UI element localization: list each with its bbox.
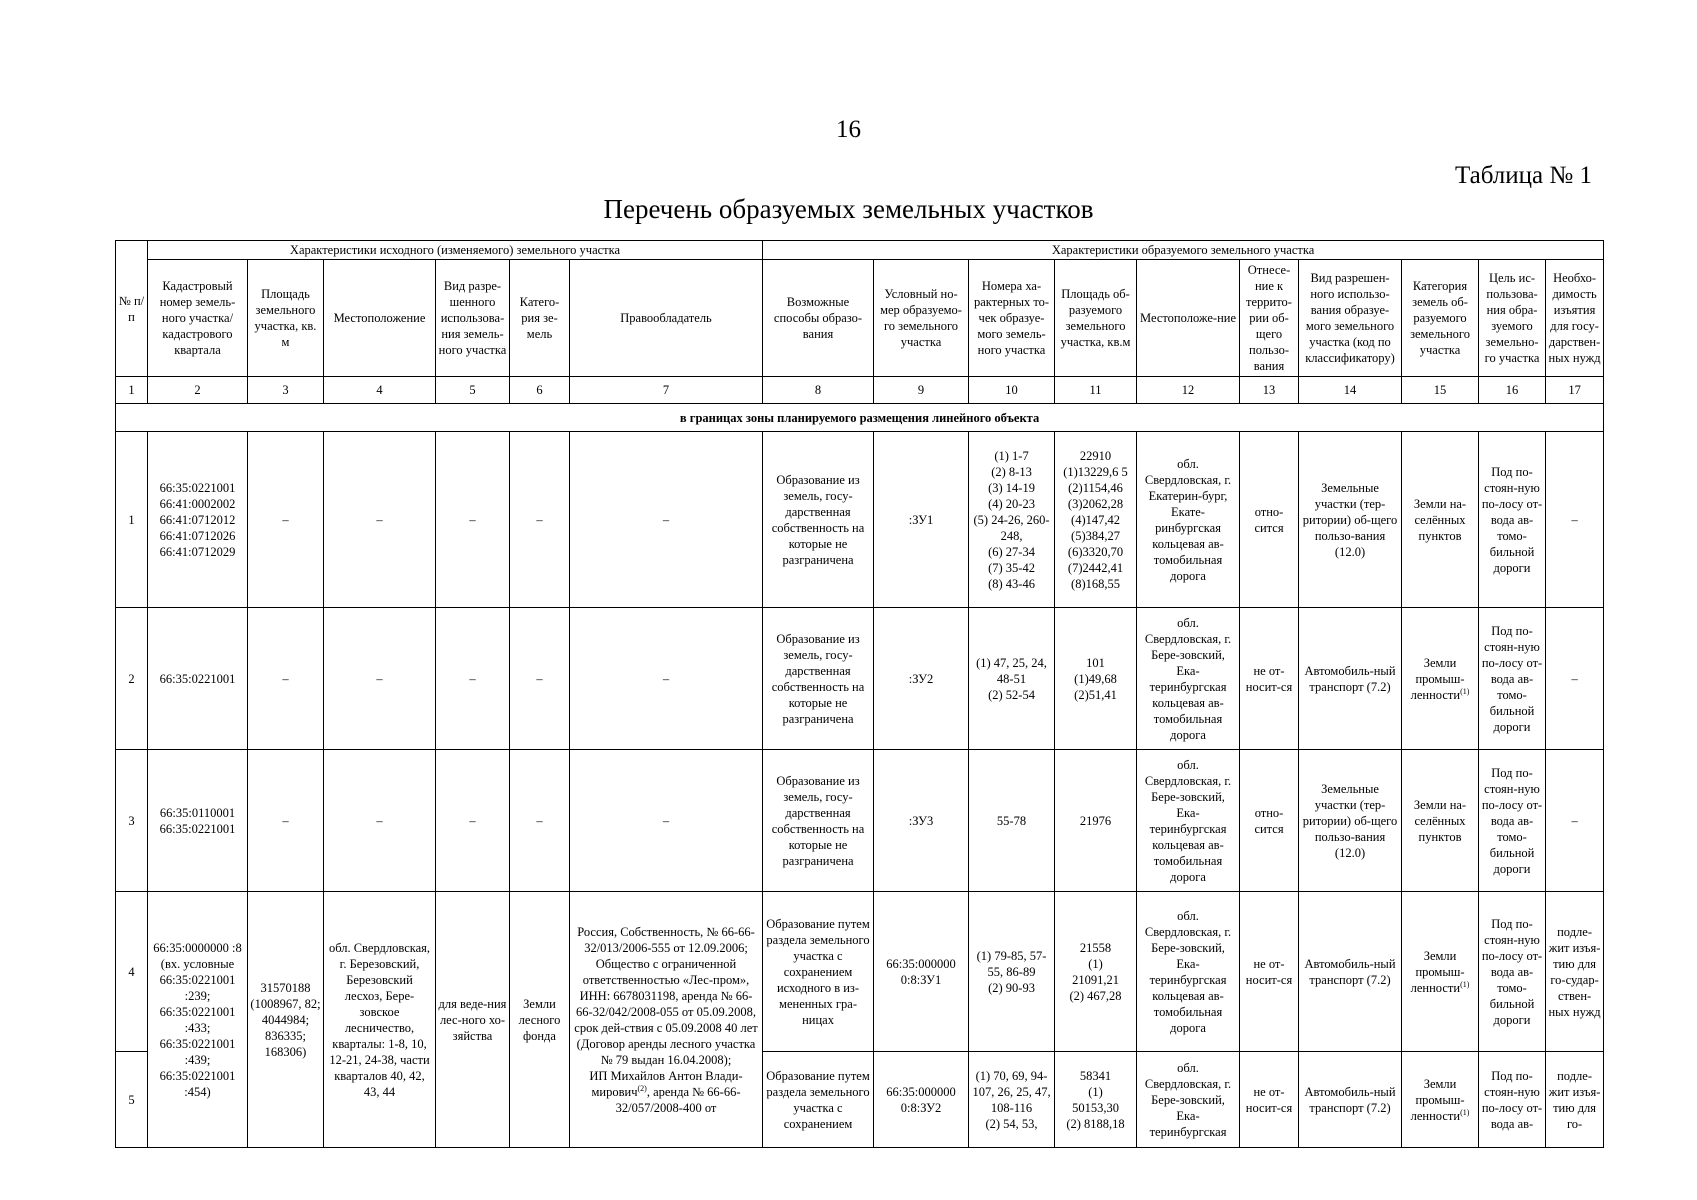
seizure: – [1546, 432, 1604, 608]
col-number: 2 [148, 377, 248, 404]
public-use: отно-сится [1240, 432, 1299, 608]
points: (1) 1-7 (2) 8-13 (3) 14-19 (4) 20-23 (5) 24-26, 260-248, (6) 27-34 (7) 35-42 (8) 43-46 [969, 432, 1055, 608]
new-area: 21558 (1) 21091,21 (2) 467,28 [1055, 892, 1137, 1052]
header-col-5: Вид разре-шенного использова-ния земель-ного участка [436, 260, 510, 377]
header-group-source: Характеристики исходного (изменяемого) земельного участка [148, 241, 763, 260]
header-col-9: Условный но-мер образуемо-го земельного участка [874, 260, 969, 377]
permitted-use: – [436, 432, 510, 608]
purpose: Под по-стоян-ную по-лосу от-вода ав-томо-бильной дороги [1479, 608, 1546, 750]
area: – [248, 432, 324, 608]
new-location: обл. Свердловская, г. Бере-зовский, Ека-теринбургская [1137, 1052, 1240, 1148]
location: – [324, 432, 436, 608]
owner [570, 892, 763, 1148]
new-land-category-text: Земли промыш-ленности [1410, 1076, 1465, 1123]
col-number: 8 [763, 377, 874, 404]
header-group-row [116, 241, 1604, 260]
footnote-ref: (1) [1460, 1107, 1470, 1117]
location: обл. Свердловская, г. Березовский, Березовский лесхоз, Бере-зовское лесничество, кварталы: 1-8, 10, 12-21, 24-38, части кварталов 40, 42, 43, 44 [324, 892, 436, 1148]
header-col-4: Местоположение [324, 260, 436, 377]
footnote-ref: (1) [1460, 686, 1470, 696]
new-location: обл. Свердловская, г. Екатерин-бург, Екате-ринбургская кольцевая ав-томобильная дорога [1137, 432, 1240, 608]
points: (1) 79-85, 57-55, 86-89 (2) 90-93 [969, 892, 1055, 1052]
area: – [248, 750, 324, 892]
page-number: 16 [836, 116, 861, 143]
header-col-3: Площадь земельного участка, кв. м [248, 260, 324, 377]
conditional-number: :ЗУ1 [874, 432, 969, 608]
footnote-ref: (2) [637, 1083, 647, 1093]
new-permitted-use: Земельные участки (тер-ритории) об-щего пользо-вания (12.0) [1299, 750, 1402, 892]
column-numbers-row [116, 377, 1604, 404]
col-number: 5 [436, 377, 510, 404]
col-number: 3 [248, 377, 324, 404]
col-number: 1 [116, 377, 148, 404]
land-category: Земли лесного фонда [510, 892, 570, 1148]
row-number: 2 [116, 608, 148, 750]
new-land-category [1402, 892, 1479, 1052]
owner: – [570, 608, 763, 750]
purpose: Под по-стоян-ную по-лосу от-вода ав-томо-бильной дороги [1479, 892, 1546, 1052]
footnote-ref: (1) [1460, 979, 1470, 989]
owner: – [570, 750, 763, 892]
header-columns-row [116, 260, 1604, 377]
cadastral-number: 66:35:0221001 66:41:0002002 66:41:0712012 66:41:0712026 66:41:0712029 [148, 432, 248, 608]
formation-method: Образование из земель, госу-дарственная собственность на которые не разграничена [763, 750, 874, 892]
new-location: обл. Свердловская, г. Бере-зовский, Ека-теринбургская кольцевая ав-томобильная дорога [1137, 892, 1240, 1052]
section-row [116, 404, 1604, 432]
col-number: 6 [510, 377, 570, 404]
conditional-number: :ЗУ2 [874, 608, 969, 750]
new-land-category [1402, 608, 1479, 750]
new-land-category: Земли на-селённых пунктов [1402, 750, 1479, 892]
header-col-6: Катего-рия зе-мель [510, 260, 570, 377]
row-number: 3 [116, 750, 148, 892]
col-number: 16 [1479, 377, 1546, 404]
new-land-category: Земли на-селённых пунктов [1402, 432, 1479, 608]
new-permitted-use: Автомобиль-ный транспорт (7.2) [1299, 608, 1402, 750]
col-number: 15 [1402, 377, 1479, 404]
points: (1) 47, 25, 24, 48-51 (2) 52-54 [969, 608, 1055, 750]
new-location: обл. Свердловская, г. Бере-зовский, Ека-теринбургская кольцевая ав-томобильная дорога [1137, 750, 1240, 892]
table-row [116, 608, 1604, 750]
row-number: 4 [116, 892, 148, 1052]
area: – [248, 608, 324, 750]
seizure: подле-жит изъя-тию для го- [1546, 1052, 1604, 1148]
seizure: – [1546, 750, 1604, 892]
new-permitted-use: Автомобиль-ный транспорт (7.2) [1299, 892, 1402, 1052]
seizure: подле-жит изъя-тию для го-судар-ствен-ных нужд [1546, 892, 1604, 1052]
header-col-12: Местоположе-ние [1137, 260, 1240, 377]
header-col-7: Правообладатель [570, 260, 763, 377]
new-area: 21976 [1055, 750, 1137, 892]
formation-method: Образование из земель, госу-дарственная собственность на которые не разграничена [763, 432, 874, 608]
points: (1) 70, 69, 94-107, 26, 25, 47, 108-116 (2) 54, 53, [969, 1052, 1055, 1148]
purpose: Под по-стоян-ную по-лосу от-вода ав- [1479, 1052, 1546, 1148]
table-row [116, 892, 1604, 1052]
formation-method: Образование путем раздела земельного участка с сохранением [763, 1052, 874, 1148]
conditional-number: 66:35:000000 0:8:ЗУ1 [874, 892, 969, 1052]
public-use: не от-носит-ся [1240, 892, 1299, 1052]
header-group-formed: Характеристики образуемого земельного участка [763, 241, 1604, 260]
col-number: 17 [1546, 377, 1604, 404]
header-col-8: Возможные способы образо-вания [763, 260, 874, 377]
permitted-use: для веде-ния лес-ного хо-зяйства [436, 892, 510, 1148]
points: 55-78 [969, 750, 1055, 892]
document-title: Перечень образуемых земельных участков [603, 194, 1094, 224]
table-row [116, 432, 1604, 608]
public-use: не от-носит-ся [1240, 1052, 1299, 1148]
public-use: не от-носит-ся [1240, 608, 1299, 750]
new-land-category-text: Земли промыш-ленности [1410, 948, 1465, 995]
header-num: № п/п [116, 241, 148, 377]
owner-text: Россия, Собственность, № 66-66-32/013/2006-555 от 12.09.2006; Общество с ограниченной ответственностью «Лес-пром», ИНН: 6678031198, аренда № 66-66-32/042/2008-055 от 05.09.2008, срок дей-ствия с 05.09.2008 40 лет (Договор аренды лесного участка № 79 выдан 16.04.2008); ИП Михайлов Антон Влади-мирович [574, 924, 758, 1099]
row-number: 1 [116, 432, 148, 608]
new-permitted-use: Автомобиль-ный транспорт (7.2) [1299, 1052, 1402, 1148]
new-area: 58341 (1) 50153,30 (2) 8188,18 [1055, 1052, 1137, 1148]
land-category: – [510, 750, 570, 892]
col-number: 14 [1299, 377, 1402, 404]
col-number: 7 [570, 377, 763, 404]
purpose: Под по-стоян-ную по-лосу от-вода ав-томо-бильной дороги [1479, 432, 1546, 608]
header-col-11: Площадь об-разуемого земельного участка, кв.м [1055, 260, 1137, 377]
col-number: 13 [1240, 377, 1299, 404]
new-land-category-text: Земли промыш-ленности [1410, 655, 1465, 702]
header-col-13: Отнесе-ние к террито-рии об-щего пользо-вания [1240, 260, 1299, 377]
land-plots-table [115, 240, 1604, 1148]
owner-text-cont: , аренда № 66-66-32/057/2008-400 от [615, 1084, 741, 1115]
header-col-16: Цель ис-пользова-ния обра-зуемого земельно-го участка [1479, 260, 1546, 377]
area: 31570188 (1008967, 82; 4044984; 836335; 168306) [248, 892, 324, 1148]
section-title: в границах зоны планируемого размещения линейного объекта [116, 404, 1604, 432]
cadastral-number: 66:35:0000000 :8 (вх. условные 66:35:0221001 :239; 66:35:0221001 :433; 66:35:0221001 :439; 66:35:0221001 :454) [148, 892, 248, 1148]
col-number: 11 [1055, 377, 1137, 404]
owner: – [570, 432, 763, 608]
permitted-use: – [436, 608, 510, 750]
row-number: 5 [116, 1052, 148, 1148]
header-col-14: Вид разрешен-ного использо-вания образуе-мого земельного участка (код по классификатору) [1299, 260, 1402, 377]
new-land-category [1402, 1052, 1479, 1148]
location: – [324, 750, 436, 892]
formation-method: Образование путем раздела земельного участка с сохранением исходного в из-мененных гра-ницах [763, 892, 874, 1052]
cadastral-number: 66:35:0110001 66:35:0221001 [148, 750, 248, 892]
new-permitted-use: Земельные участки (тер-ритории) об-щего пользо-вания (12.0) [1299, 432, 1402, 608]
formation-method: Образование из земель, госу-дарственная собственность на которые не разграничена [763, 608, 874, 750]
purpose: Под по-стоян-ную по-лосу от-вода ав-томо-бильной дороги [1479, 750, 1546, 892]
table-row [116, 750, 1604, 892]
new-area: 22910 (1)13229,6 5 (2)1154,46 (3)2062,28 (4)147,42 (5)384,27 (6)3320,70 (7)2442,41 (8)168,55 [1055, 432, 1137, 608]
new-area: 101 (1)49,68 (2)51,41 [1055, 608, 1137, 750]
conditional-number: :ЗУ3 [874, 750, 969, 892]
header-col-15: Категория земель об-разуемого земельного участка [1402, 260, 1479, 377]
header-col-2: Кадастровый номер земель-ного участка/ кадастрового квартала [148, 260, 248, 377]
land-category: – [510, 432, 570, 608]
seizure: – [1546, 608, 1604, 750]
new-location: обл. Свердловская, г. Бере-зовский, Ека-теринбургская кольцевая ав-томобильная дорога [1137, 608, 1240, 750]
land-category: – [510, 608, 570, 750]
permitted-use: – [436, 750, 510, 892]
location: – [324, 608, 436, 750]
conditional-number: 66:35:000000 0:8:ЗУ2 [874, 1052, 969, 1148]
table-number: Таблица № 1 [1454, 162, 1592, 189]
header-col-10: Номера ха-рактерных то-чек образуе-мого земель-ного участка [969, 260, 1055, 377]
header-col-17: Необхо-димость изъятия для госу-дарствен-ных нужд [1546, 260, 1604, 377]
col-number: 9 [874, 377, 969, 404]
col-number: 4 [324, 377, 436, 404]
cadastral-number: 66:35:0221001 [148, 608, 248, 750]
col-number: 10 [969, 377, 1055, 404]
public-use: отно-сится [1240, 750, 1299, 892]
col-number: 12 [1137, 377, 1240, 404]
